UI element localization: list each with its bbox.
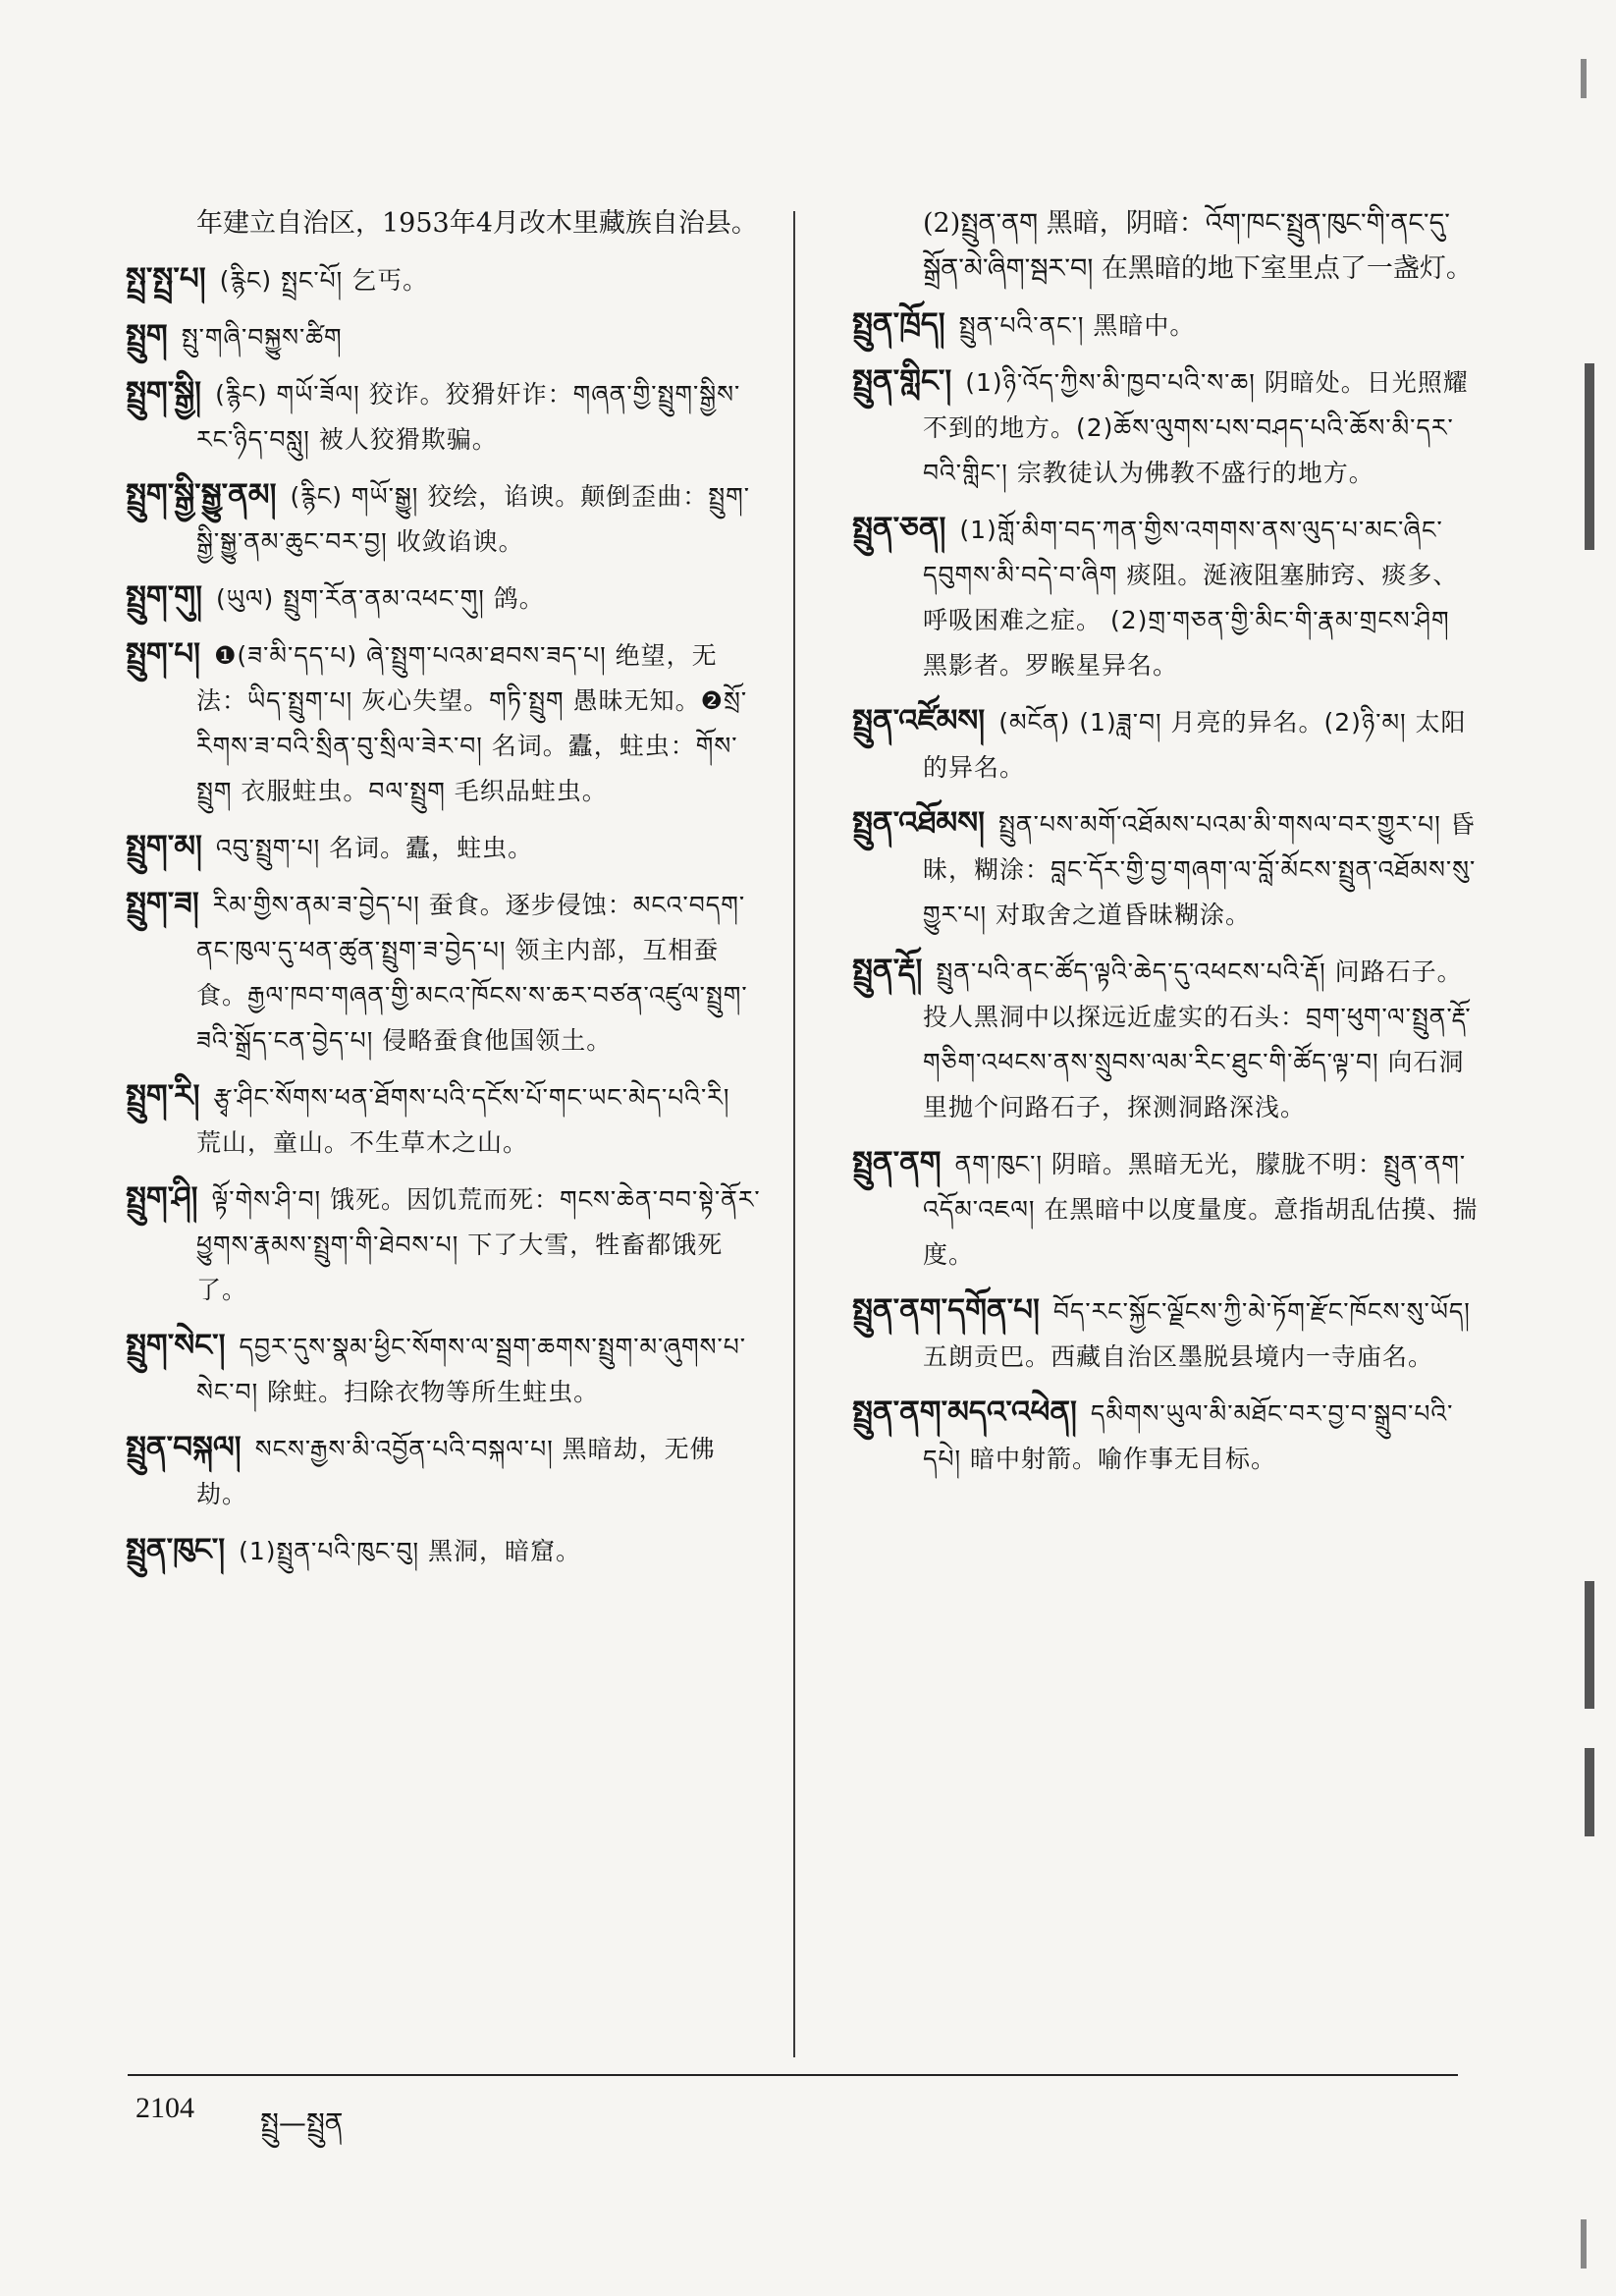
- scan-speck: [1581, 2219, 1587, 2269]
- dictionary-entry: [852, 506, 1481, 688]
- right-column: [852, 201, 1481, 1492]
- entry-definition: (ཡུལ) སྤྲུག་རོན་ནམ་འཕང་གུ། 鸽。: [215, 584, 545, 613]
- entry-headword: སྤྲུན་ཁྲོད།: [852, 306, 945, 342]
- entry-definition: སྤྲུན་པའི་ནང་ཚོད་ལྟའི་ཆེད་དུ་འཕངས་པའི་རྡོ། 问路石子。投人黑洞中以探远近虚实的石头：བྲག་ཕུག་ལ་སྤྲུན་རྡོ་གཅིག་འཕངས་ནས་སྲུབས་ལམ་རིང་ཐུང་གི་ཚོད་ལྟ་བ། 向石洞里抛个问路石子，探测洞路深浅。: [923, 957, 1472, 1121]
- dictionary-entry: [126, 1527, 764, 1574]
- entry-headword: སྤྲུག་མ།: [126, 829, 202, 864]
- entry-headword: སྤྲུན་ཅན།: [852, 511, 946, 546]
- entry-definition: དམིགས་ཡུལ་མི་མཐོང་བར་བྱ་བ་སྒྲུབ་པའི་དཔེ། 暗中射箭。喻作事无目标。: [923, 1399, 1454, 1473]
- entry-definition: འབུ་སྤྲུག་པ། 名词。蠹，蛀虫。: [215, 834, 534, 862]
- left-column: [126, 201, 764, 1584]
- footer-rule: [128, 2074, 1458, 2076]
- entry-headword: སྤྲུན་ནག་མདའ་འཕེན།: [852, 1394, 1077, 1430]
- entry-definition: སངས་རྒྱས་མི་འབྱོན་པའི་བསྐལ་པ། 黑暗劫，无佛劫。: [196, 1435, 716, 1508]
- dictionary-entry: [126, 256, 764, 303]
- page-number: 2104: [135, 2092, 194, 2124]
- entry-definition: (རྙིང) གཡོ་སྒྱུ། 狡绘，谄谀。颠倒歪曲：སྤྲུག་སྒྱི་སྒྱུ་ནམ་ཆུང་བར་བྱ། 收敛谄谀。: [196, 482, 750, 556]
- entry-headword: སྤྲུག་སེང་།: [126, 1328, 226, 1363]
- entry-headword: སྤྲུག: [126, 318, 168, 354]
- entry-headword: སྤྲུག་སྒྱི།: [126, 375, 202, 410]
- dictionary-entry: [852, 201, 1481, 292]
- dictionary-entry: [852, 800, 1481, 938]
- entry-definition: (རྙིང) གཡོ་ཟོལ། 狡诈。狡猾奸诈：གཞན་གྱི་སྤྲུག་སྒྱིས་རང་ཉིད་བསླུ། 被人狡猾欺骗。: [196, 380, 741, 454]
- dictionary-entry: [126, 313, 764, 360]
- entry-definition: (མངོན) (1)ཟླ་བ། 月亮的异名。(2)ཉི་མ། 太阳的异名。: [923, 708, 1467, 782]
- entry-headword: སྤྲུན་ཁུང་།: [126, 1532, 226, 1567]
- entry-headword: སྤྲུག་པ།: [126, 636, 201, 672]
- entry-headword: སྤྲུན་བསྐལ།: [126, 1430, 242, 1465]
- dictionary-entry: [852, 301, 1481, 349]
- dictionary-entry: [126, 201, 764, 246]
- entry-continuation: 年建立自治区，1953年4月改木里藏族自治县。: [196, 208, 758, 239]
- entry-definition: ❶(ཟ་མི་དད་པ) ཞེ་སྤྲུག་པའམ་ཐབས་ཟད་པ། 绝望，无法：ཡིད་སྤྲུག་པ། 灰心失望。གཏི་སྤྲུག 愚昧无知。❷སྲོ་རིགས་ཟ་བའི་སྲིན་བུ་སྲིལ་ཟེར་བ། 名词。蠹，蛀虫：གོས་སྤྲུག 衣服蛀虫。བལ་སྤྲུག 毛织品蛀虫。: [196, 641, 748, 805]
- entry-headword: སྤྲ་སྤྲ་པ།: [126, 261, 206, 297]
- entry-definition: སྤྲུན་པའི་ནང་། 黑暗中。: [958, 311, 1196, 340]
- dictionary-entry: [126, 881, 764, 1064]
- dictionary-entry: [126, 1175, 764, 1313]
- entry-headword: སྤྲུན་ནག: [852, 1145, 942, 1180]
- scan-edge-mark: [1585, 1748, 1594, 1836]
- entry-definition: དབྱར་དུས་སྣམ་ཕྱིང་སོགས་ལ་སྦྲག་ཆགས་སྤྲུག་མ་ཞུགས་པ་སེང་བ། 除蛀。扫除衣物等所生蛀虫。: [196, 1333, 747, 1406]
- entry-headword: སྤྲུན་ནག་དགོན་པ།: [852, 1292, 1040, 1328]
- scan-edge-mark: [1585, 363, 1594, 550]
- dictionary-entry: [126, 631, 764, 814]
- entry-definition: ལྟོ་གེས་ཤི་བ། 饿死。因饥荒而死：གངས་ཆེན་བབ་སྟེ་ནོར་ཕྱུགས་རྣམས་སྤྲུག་གི་ཐེབས་པ། 下了大雪，牲畜都饿死了。: [196, 1185, 761, 1304]
- entry-headword: སྤྲུན་འཐོམས།: [852, 805, 986, 841]
- dictionary-entry: [852, 1140, 1481, 1278]
- entry-headword: སྤྲུག་གུ།: [126, 579, 202, 615]
- entry-headword: སྤྲུན་འཛོམས།: [852, 703, 986, 738]
- entry-headword: སྤྲུན་རྡོ།: [852, 953, 923, 988]
- entry-headword: སྤྲུག་སྒྱི་སྒྱུ་ནམ།: [126, 477, 277, 513]
- dictionary-entry: [126, 824, 764, 871]
- entry-headword: སྤྲུན་གླིང་།: [852, 363, 952, 399]
- dictionary-entry: [852, 358, 1481, 496]
- entry-headword: སྤྲུག་ཟ།: [126, 886, 199, 921]
- entry-continuation: (2)སྤྲུན་ནག 黑暗，阴暗：འོག་ཁང་སྤྲུན་ཁུང་གི་ནང་དུ་སྒྲོན་མེ་ཞིག་སྦར་བ། 在黑暗的地下室里点了一盏灯。: [923, 208, 1473, 284]
- dictionary-entry: [852, 698, 1481, 791]
- entry-definition: བོད་རང་སྐྱོང་ལྗོངས་ཀྱི་མེ་ཏོག་རྫོང་ཁོངས་སུ་ཡོད། 五朗贡巴。西藏自治区墨脱县境内一寺庙名。: [923, 1297, 1471, 1371]
- dictionary-entry: [852, 1287, 1481, 1380]
- entry-definition: (1)སྤྲུན་པའི་ཁུང་བུ། 黑洞，暗窟。: [239, 1537, 582, 1565]
- dictionary-entry: [126, 574, 764, 622]
- entry-headword: སྤྲུག་རི།: [126, 1078, 200, 1114]
- dictionary-entry: [126, 370, 764, 463]
- dictionary-entry: [126, 1073, 764, 1166]
- scan-speck: [1581, 59, 1587, 98]
- entry-definition: (1)གློ་མིག་བད་ཀན་གྱིས་འགགས་ནས་ལུད་པ་མང་ཞིང་དབུགས་མི་བདེ་བ་ཞིག 痰阻。涎液阻塞肺窍、痰多、呼吸困难之症。 (2)གྲ་གཅན་གྱི་མིང་གི་རྣམ་གྲངས་ཤིག 黑影者。罗睺星异名。: [923, 516, 1459, 680]
- scan-edge-mark: [1585, 1581, 1594, 1709]
- dictionary-entry: [126, 1425, 764, 1517]
- entry-definition: རྩྭ་ཤིང་སོགས་ཕན་ཐོགས་པའི་དངོས་པོ་གང་ཡང་མེད་པའི་རི། 荒山，童山。不生草木之山。: [196, 1083, 730, 1157]
- entry-headword: སྤྲུག་ཤི།: [126, 1180, 198, 1216]
- entry-definition: (རྙིང) སྤྲང་པོ། 乞丐。: [219, 266, 429, 295]
- dictionary-entry: [852, 948, 1481, 1130]
- dictionary-entry: [126, 472, 764, 565]
- entry-definition: (1)ཉི་འོད་ཀྱིས་མི་ཁྱབ་པའི་ས་ཆ། 阴暗处。日光照耀不到的地方。(2)ཆོས་ལུགས་པས་བཤད་པའི་ཆོས་མི་དར་བའི་གླིང་། 宗教徒认为佛教不盛行的地方。: [923, 368, 1469, 487]
- entry-definition: སྤུ་གཞི་བསྐྱུས་ཚིག: [181, 323, 343, 352]
- entry-definition: སྤྲུན་པས་མགོ་འཐོམས་པའམ་མི་གསལ་བར་གྱུར་པ། 昏昧，糊涂：བླང་དོར་གྱི་བྱ་གཞག་ལ་བློ་མོངས་སྤྲུན་འཐོམས་སུ་གྱུར་པ། 对取舍之道昏昧糊涂。: [923, 810, 1477, 929]
- entry-definition: ནག་ཁུང་། 阴暗。黑暗无光，朦胧不明：སྤྲུན་ནག་འདོམ་འཇལ། 在黑暗中以度量度。意指胡乱估摸、揣度。: [923, 1150, 1479, 1269]
- dictionary-entry: [852, 1390, 1481, 1482]
- dictionary-entry: [126, 1323, 764, 1415]
- entry-definition: རིམ་གྱིས་ནམ་ཟ་བྱེད་པ། 蚕食。逐步侵蚀：མངའ་བདག་ནང་ཁུལ་དུ་ཕན་ཚུན་སྤྲུག་ཟ་བྱེད་པ། 领主内部，互相蚕食。རྒྱལ་ཁབ་གཞན་གྱི་མངའ་ཁོངས་ས་ཆར་བཙན་འཛུལ་སྤྲུག་ཟའི་སྒྲོད་ངན་བྱེད་པ། 侵略蚕食他国领土。: [196, 891, 748, 1055]
- running-head: སྤྲུ—སྤྲུན: [260, 2106, 344, 2139]
- column-divider: [793, 211, 795, 2057]
